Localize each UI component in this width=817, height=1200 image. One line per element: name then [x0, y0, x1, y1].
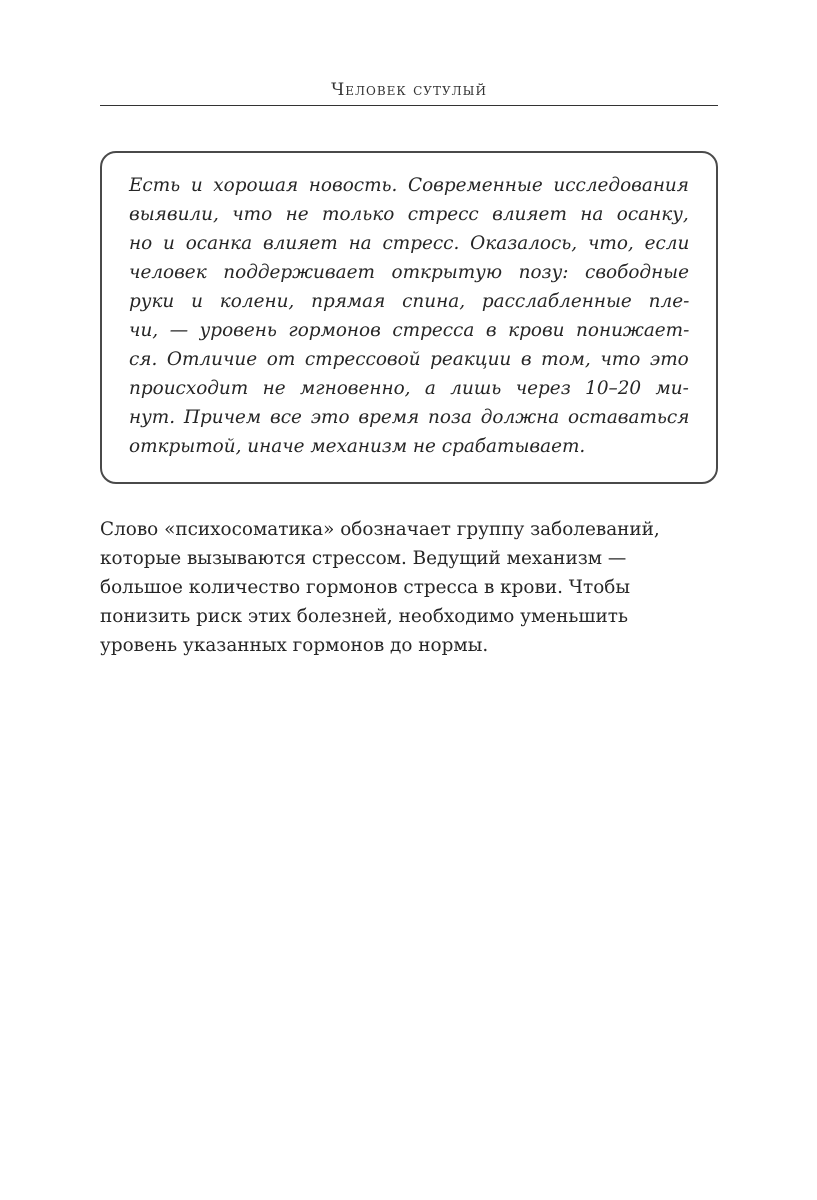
body-line: большое количество гормонов стресса в крови. Чтобы — [100, 577, 630, 598]
callout-line: руки и колени, прямая спина, расслабленные пле- — [129, 291, 690, 312]
callout-line: открытой, иначе механизм не срабатывает. — [129, 436, 586, 457]
callout-line: чи, — уровень гормонов стресса в крови понижает- — [129, 320, 690, 341]
body-line: Слово «психосоматика» обозначает группу заболеваний, — [100, 519, 660, 540]
callout-line: Есть и хорошая новость. Современные исследования — [129, 175, 689, 196]
callout-line: выявили, что не только стресс влияет на осанку, — [129, 204, 689, 225]
callout-line: ся. Отличие от стрессовой реакции в том, что это — [129, 349, 689, 370]
callout-line: но и осанка влияет на стресс. Оказалось, что, если — [129, 233, 690, 254]
body-line: которые вызываются стрессом. Ведущий механизм — — [100, 548, 627, 569]
header-rule — [100, 105, 718, 106]
running-head: Человек сутулый — [331, 80, 487, 100]
callout-line: происходит не мгновенно, а лишь через 10–20 ми- — [129, 378, 689, 399]
callout-line: нут. Причем все это время поза должна оставаться — [129, 407, 690, 428]
body-line: понизить риск этих болезней, необходимо уменьшить — [100, 606, 628, 627]
body-line: уровень указанных гормонов до нормы. — [100, 635, 489, 656]
callout-box — [100, 151, 718, 484]
callout-line: человек поддерживает открытую позу: свободные — [129, 262, 690, 283]
